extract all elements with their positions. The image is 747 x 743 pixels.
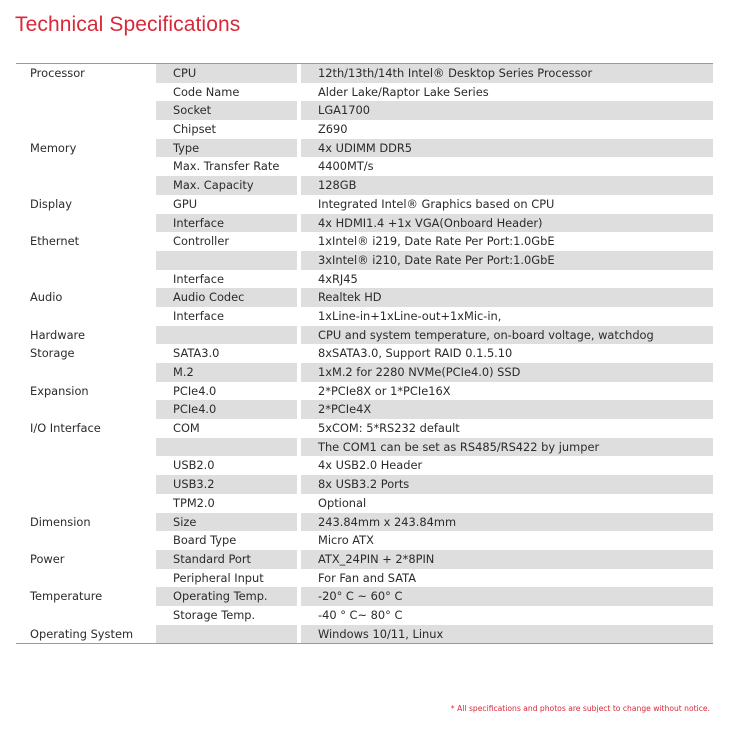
spec-item: Max. Capacity — [156, 176, 297, 195]
spec-category: I/O Interface — [30, 421, 101, 436]
spec-value: 12th/13th/14th Intel® Desktop Series Processor — [301, 64, 713, 83]
spec-category: Ethernet — [30, 234, 80, 249]
spec-value: 1xLine-in+1xLine-out+1xMic-in, — [318, 308, 502, 323]
spec-value: 4400MT/s — [318, 159, 374, 174]
spec-category — [16, 157, 152, 176]
spec-category: Expansion — [30, 383, 89, 398]
spec-value: 4x HDMI1.4 +1x VGA(Onboard Header) — [301, 214, 713, 233]
spec-row — [16, 419, 713, 438]
spec-row — [16, 344, 713, 363]
spec-item: GPU — [173, 196, 198, 211]
spec-item: SATA3.0 — [173, 346, 220, 361]
spec-category — [16, 101, 152, 120]
spec-row — [16, 288, 713, 307]
spec-category: Temperature — [30, 589, 103, 604]
spec-value: The COM1 can be set as RS485/RS422 by jumper — [301, 438, 713, 457]
spec-item: Code Name — [173, 84, 240, 99]
spec-category — [16, 606, 152, 625]
spec-item: Size — [156, 513, 297, 532]
spec-category — [16, 251, 152, 270]
spec-category — [16, 531, 152, 550]
spec-item: Interface — [173, 271, 224, 286]
spec-value: Z690 — [318, 122, 348, 137]
spec-table — [16, 63, 713, 644]
spec-value: -40 ° C~ 80° C — [318, 607, 403, 622]
spec-row — [16, 363, 713, 382]
spec-row — [16, 400, 713, 419]
spec-item: Interface — [173, 308, 224, 323]
spec-value: 243.84mm x 243.84mm — [301, 513, 713, 532]
spec-value: 3xIntel® i210, Date Rate Per Port:1.0GbE — [301, 251, 713, 270]
spec-value: Realtek HD — [301, 288, 713, 307]
spec-item: Standard Port — [156, 550, 297, 569]
spec-value: Windows 10/11, Linux — [301, 625, 713, 644]
spec-value: For Fan and SATA — [318, 570, 417, 585]
spec-value: 4x USB2.0 Header — [318, 458, 423, 473]
spec-item: TPM2.0 — [173, 495, 215, 510]
spec-row — [16, 232, 713, 251]
spec-row — [16, 513, 713, 532]
spec-category — [16, 120, 152, 139]
spec-row — [16, 569, 713, 588]
spec-value: 1xIntel® i219, Date Rate Per Port:1.0GbE — [318, 234, 555, 249]
spec-row — [16, 382, 713, 401]
spec-item: M.2 — [156, 363, 297, 382]
spec-value: 4xRJ45 — [318, 271, 358, 286]
spec-row — [16, 64, 713, 83]
spec-value: 2*PCIe8X or 1*PCIe16X — [318, 383, 451, 398]
spec-row — [16, 101, 713, 120]
spec-row — [16, 251, 713, 270]
spec-row — [16, 550, 713, 569]
spec-category: Dimension — [30, 514, 91, 529]
spec-item — [156, 251, 297, 270]
spec-row — [16, 531, 713, 550]
disclaimer-note: * All specifications and photos are subject to change without notice. — [450, 704, 710, 713]
spec-item: Board Type — [173, 533, 237, 548]
spec-row — [16, 176, 713, 195]
spec-row — [16, 494, 713, 513]
spec-value: 128GB — [301, 176, 713, 195]
spec-value: LGA1700 — [301, 101, 713, 120]
spec-item — [156, 438, 297, 457]
spec-item: PCIe4.0 — [156, 400, 297, 419]
page-title: Technical Specifications — [15, 13, 241, 36]
spec-category — [16, 569, 152, 588]
spec-value: 8xSATA3.0, Support RAID 0.1.5.10 — [318, 346, 513, 361]
spec-item: PCIe4.0 — [173, 383, 217, 398]
spec-row — [16, 307, 713, 326]
spec-value: 5xCOM: 5*RS232 default — [318, 421, 460, 436]
spec-category: Power — [30, 551, 65, 566]
spec-item: Interface — [156, 214, 297, 233]
spec-category: Hardware — [30, 327, 85, 342]
spec-value: -20° C ~ 60° C — [301, 587, 713, 606]
spec-item: Storage Temp. — [173, 607, 256, 622]
spec-row — [16, 214, 713, 233]
spec-value: 8x USB3.2 Ports — [301, 475, 713, 494]
spec-item — [156, 326, 297, 345]
spec-category — [16, 400, 152, 419]
spec-row — [16, 438, 713, 457]
spec-item: USB3.2 — [156, 475, 297, 494]
spec-category: Processor — [30, 66, 85, 80]
spec-value: Alder Lake/Raptor Lake Series — [318, 84, 489, 99]
spec-value: Integrated Intel® Graphics based on CPU — [318, 196, 555, 211]
spec-category: Storage — [30, 346, 75, 361]
spec-item: Controller — [173, 234, 230, 249]
spec-category — [16, 456, 152, 475]
spec-category — [16, 438, 152, 457]
spec-row — [16, 456, 713, 475]
spec-category — [16, 83, 152, 102]
spec-category — [16, 307, 152, 326]
spec-category: Display — [30, 196, 72, 211]
spec-row — [16, 195, 713, 214]
spec-row — [16, 83, 713, 102]
spec-row — [16, 625, 713, 644]
spec-category: Memory — [30, 140, 77, 155]
spec-item: COM — [173, 421, 200, 436]
spec-value: 1xM.2 for 2280 NVMe(PCIe4.0) SSD — [301, 363, 713, 382]
spec-item: CPU — [156, 64, 297, 83]
spec-value: 2*PCIe4X — [301, 400, 713, 419]
spec-category — [16, 176, 152, 195]
spec-category — [16, 270, 152, 289]
spec-row — [16, 587, 713, 606]
spec-row — [16, 157, 713, 176]
spec-value: Micro ATX — [318, 533, 374, 548]
spec-value: ATX_24PIN + 2*8PIN — [301, 550, 713, 569]
spec-item: Audio Codec — [156, 288, 297, 307]
spec-item: Chipset — [173, 122, 216, 137]
spec-item: Operating Temp. — [156, 587, 297, 606]
spec-category — [16, 363, 152, 382]
spec-row — [16, 139, 713, 158]
spec-value: Optional — [318, 495, 367, 510]
spec-category — [16, 214, 152, 233]
spec-item: USB2.0 — [173, 458, 215, 473]
spec-row — [16, 326, 713, 345]
spec-item: Socket — [156, 101, 297, 120]
spec-row — [16, 270, 713, 289]
spec-item: Type — [156, 139, 297, 158]
spec-row — [16, 475, 713, 494]
spec-category — [16, 475, 152, 494]
spec-item: Max. Transfer Rate — [173, 159, 280, 174]
spec-value: 4x UDIMM DDR5 — [301, 139, 713, 158]
spec-category: Operating System — [30, 626, 134, 641]
spec-row — [16, 606, 713, 625]
spec-category — [16, 494, 152, 513]
spec-item — [156, 625, 297, 644]
spec-category: Audio — [30, 290, 63, 305]
spec-item: Peripheral Input — [173, 570, 264, 585]
spec-row — [16, 120, 713, 139]
spec-value: CPU and system temperature, on-board voltage, watchdog — [301, 326, 713, 345]
